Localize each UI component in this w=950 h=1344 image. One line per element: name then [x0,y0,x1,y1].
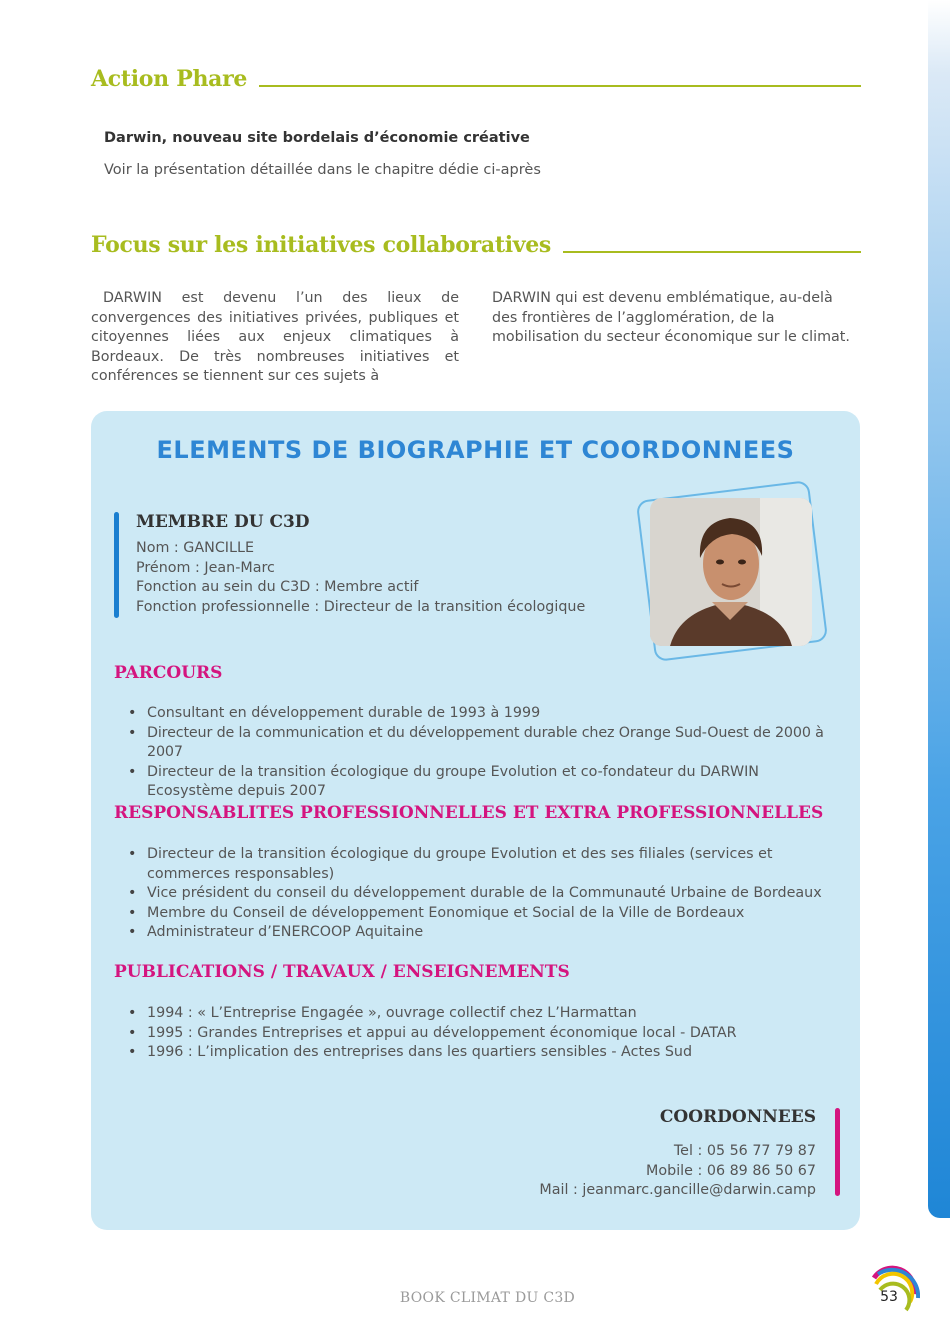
list-item: • 1994 : « L’Entreprise Engagée », ouvrage collectif chez L’Harmattan [126,1004,846,1024]
membre-nom: Nom : GANCILLE [136,540,254,556]
footer-book-title: BOOK CLIMAT DU C3D [399,1290,576,1306]
list-item: • 1995 : Grandes Entreprises et appui au développement économique local - DATAR [126,1024,846,1044]
coordonnees-details [539,1142,816,1201]
coordonnees-mail: Mail : jeanmarc.gancille@darwin.camp [539,1182,816,1198]
section-rule [259,85,861,87]
list-item: • Vice président du conseil du développement durable de la Communauté Urbaine de Bordeaux [126,884,846,904]
list-item: • 1996 : L’implication des entreprises dans les quartiers sensibles - Actes Sud [126,1043,846,1063]
section-header-focus [91,232,861,258]
coordonnees-accent-bar [835,1108,840,1196]
section-title-action-phare: Action Phare [91,66,248,92]
page-number: 53 [880,1289,898,1305]
focus-column-right [492,289,860,348]
membre-title: MEMBRE DU C3D [136,512,310,532]
focus-paragraph-right: DARWIN qui est devenu emblématique, au-delà des frontières de l’agglomération, de la mobilisation du secteur économique sur le climat. [492,290,850,345]
section-header-action-phare [91,66,861,92]
coordonnees-mobile: Mobile : 06 89 86 50 67 [646,1162,816,1179]
publications-list [126,1004,846,1063]
list-item: • Directeur de la communication et du développement durable chez Orange Sud-Ouest de 2000 à 2007 [126,724,846,763]
side-gradient-band [928,0,950,1218]
list-item: • Administrateur d’ENERCOOP Aquitaine [126,923,846,943]
coordonnees-tel: Tel : 05 56 77 79 87 [673,1143,816,1159]
biography-title: ELEMENTS DE BIOGRAPHIE ET COORDONNEES [156,436,795,464]
parcours-list [126,704,846,802]
membre-fonction-c3d: Fonction au sein du C3D : Membre actif [136,579,419,595]
portrait-photo [650,498,812,646]
focus-paragraph-left: DARWIN est devenu l’un des lieux de convergences des initiatives privées, publiques et citoyennes liées aux enjeux climatiques à Bordeaux. De très nombreuses initiatives et conférences se tiennent sur ces sujets à [91,290,459,384]
portrait-illustration [650,498,812,646]
membre-prenom: Prénom : Jean-Marc [136,559,275,576]
parcours-title: PARCOURS [114,663,223,683]
list-item: • Directeur de la transition écologique du groupe Evolution et des ses filiales (services et commerces responsables) [126,845,846,884]
action-item-text: Voir la présentation détaillée dans le chapitre dédie ci-après [104,162,541,178]
list-item: • Membre du Conseil de développement Eonomique et Social de la Ville de Bordeaux [126,904,846,924]
focus-column-left [91,289,459,387]
responsabilites-title: RESPONSABLITES PROFESSIONNELLES ET EXTRA PROFESSIONNELLES [114,803,824,823]
membre-fonction-pro: Fonction professionnelle : Directeur de la transition écologique [136,598,586,615]
section-title-focus: Focus sur les initiatives collaboratives [91,232,552,258]
responsabilites-list [126,845,846,943]
membre-accent-bar [114,512,119,618]
action-item-title: Darwin, nouveau site bordelais d’économie créative [104,130,530,146]
list-item: • Directeur de la transition écologique du groupe Evolution et co-fondateur du DARWIN Ecosystème depuis 2007 [126,763,846,802]
membre-details [136,539,585,617]
publications-title: PUBLICATIONS / TRAVAUX / ENSEIGNEMENTS [114,962,570,982]
list-item: • Consultant en développement durable de 1993 à 1999 [126,704,846,724]
coordonnees-title: COORDONNEES [659,1107,816,1127]
section-rule [563,251,861,253]
